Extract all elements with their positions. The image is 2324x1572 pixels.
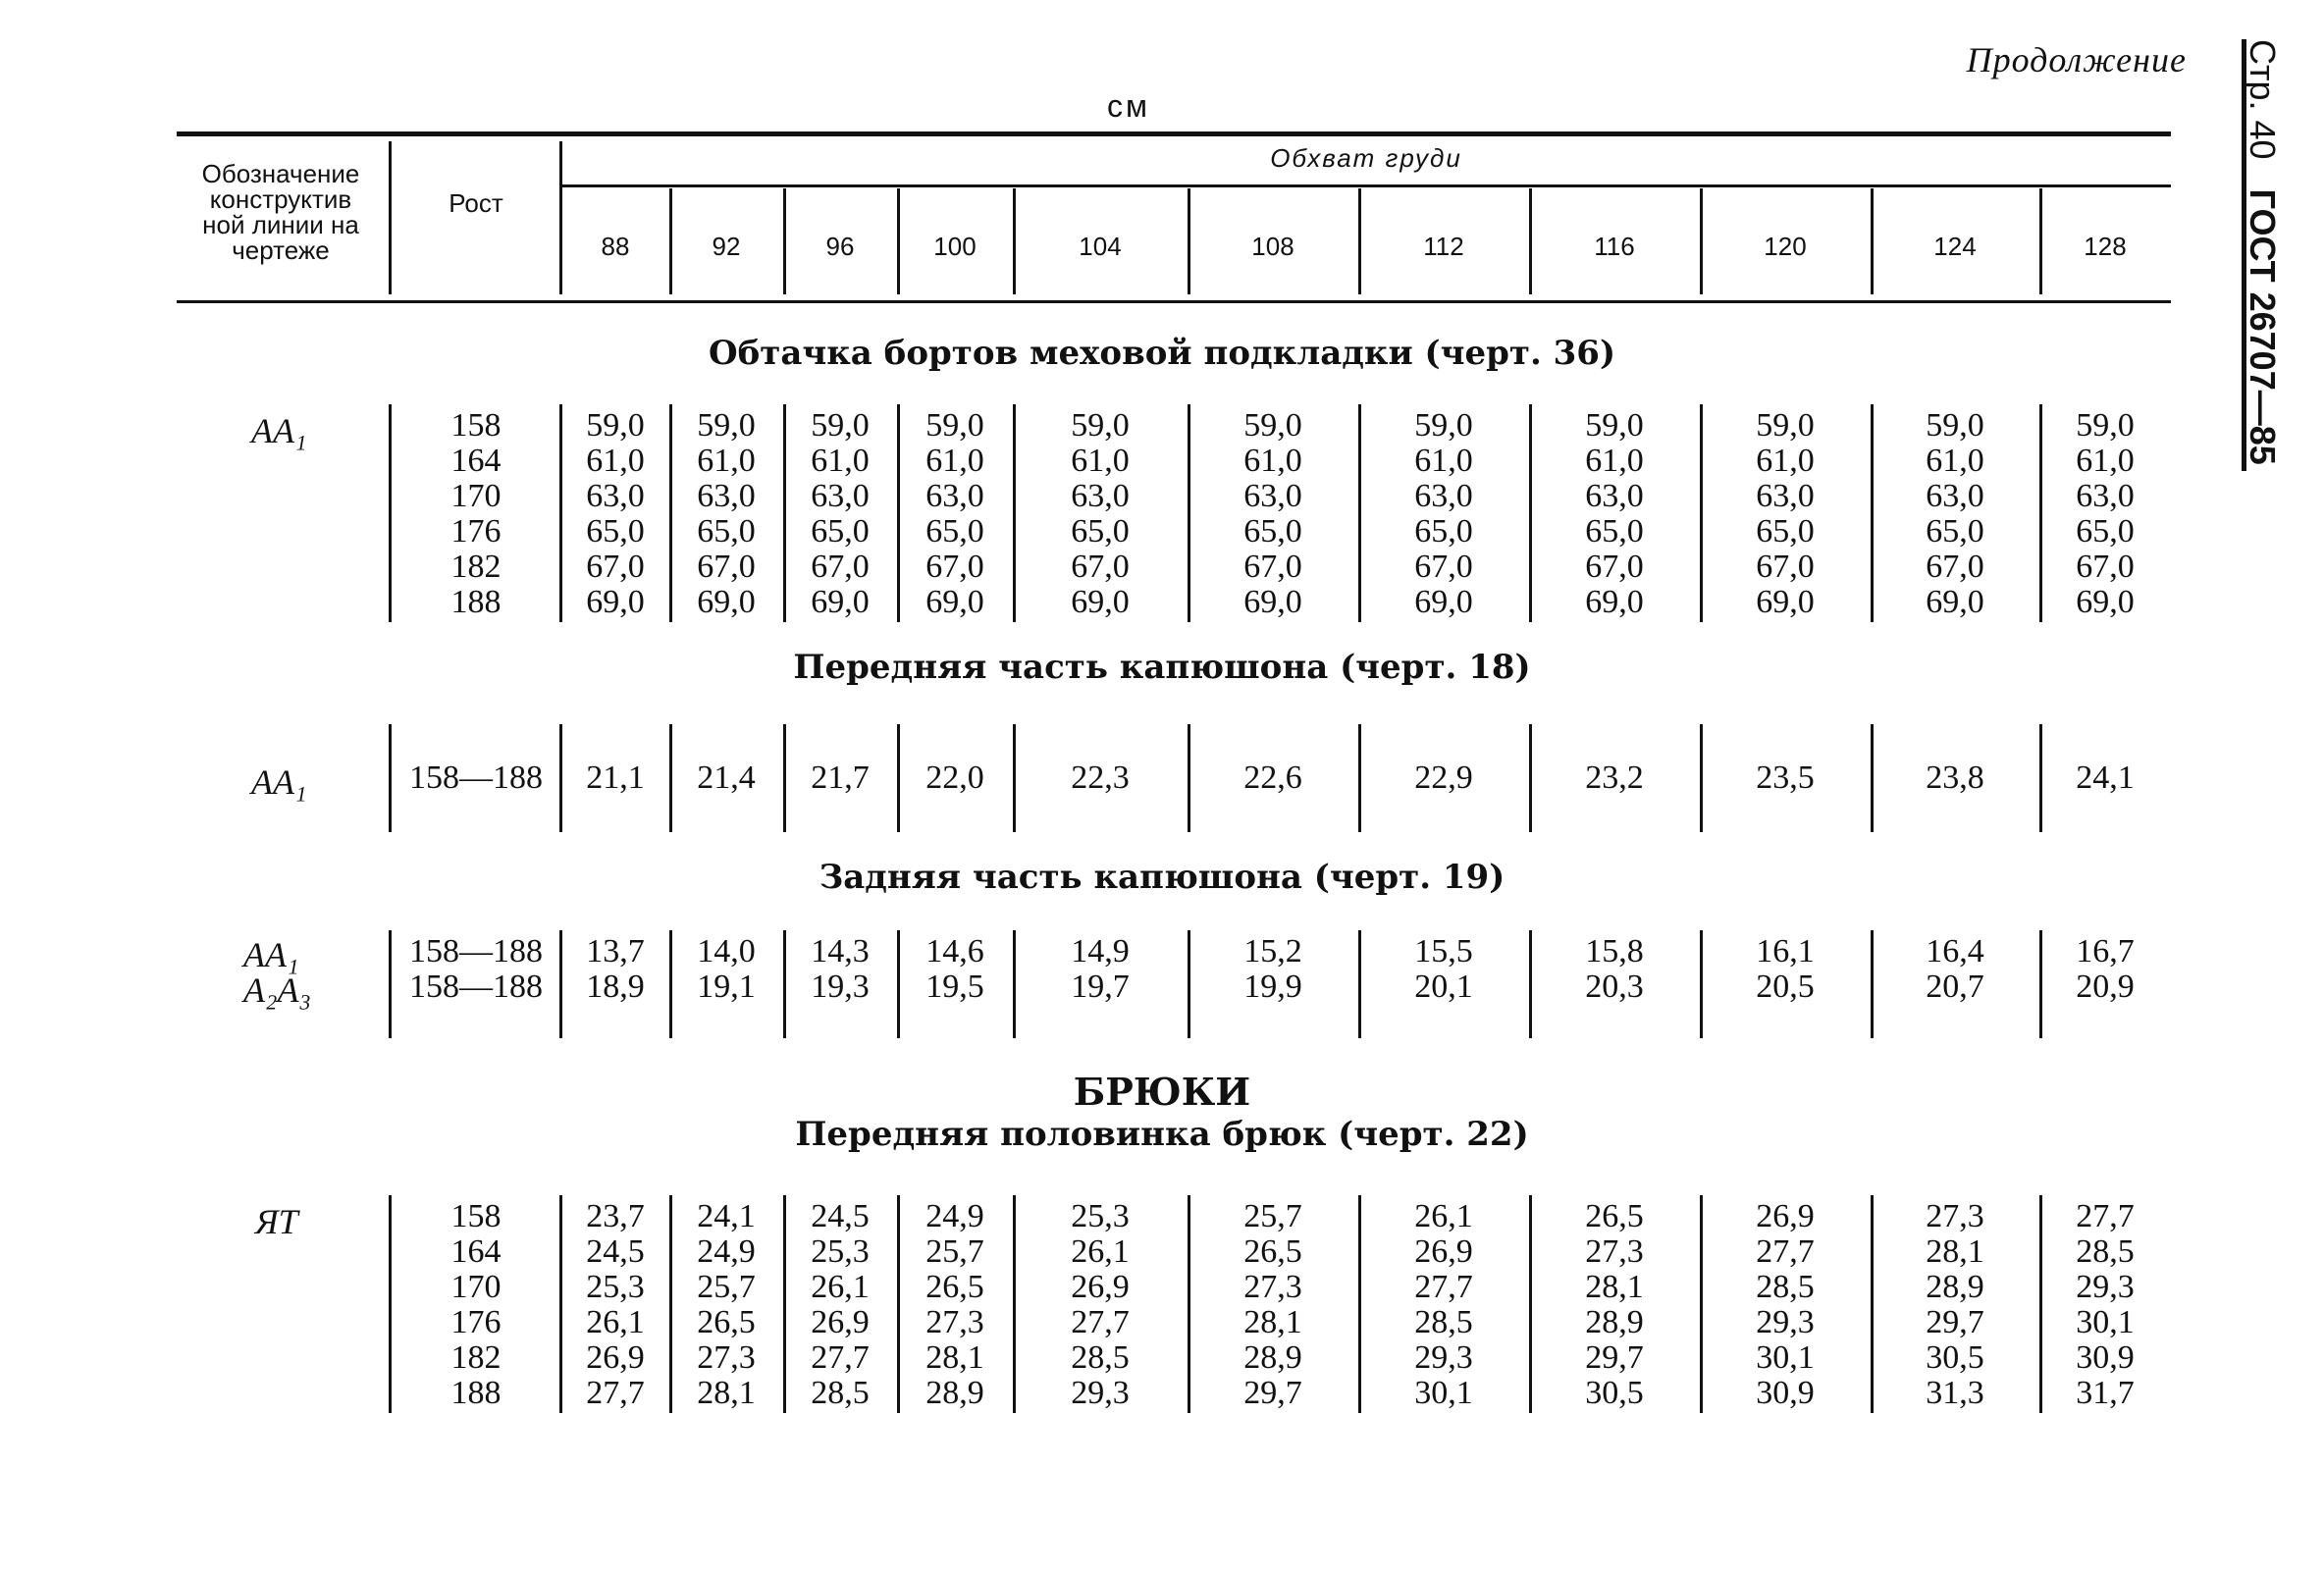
table-cell: 61,0	[2076, 443, 2135, 479]
height-value: 182	[450, 549, 502, 585]
table-cell: 63,0	[1071, 478, 1130, 514]
table-cell: 30,9	[1756, 1375, 1815, 1411]
table-cell: 30,1	[1414, 1375, 1473, 1411]
sidebar-page: Стр. 40	[2243, 39, 2283, 160]
table-cell: 19,7	[1071, 969, 1130, 1005]
table-cell: 69,0	[1926, 584, 1984, 620]
chest-header: Обхват груди	[1270, 143, 1462, 173]
table-cell: 24,1	[2076, 760, 2135, 796]
table-cell: 30,9	[2076, 1339, 2135, 1376]
table-cell: 19,1	[697, 969, 756, 1005]
table-cell: 67,0	[1756, 549, 1815, 585]
table-cell: 69,0	[925, 584, 984, 620]
table-cell: 59,0	[925, 407, 984, 444]
table-cell: 27,7	[811, 1339, 870, 1376]
header-column-divider	[1871, 188, 1874, 294]
height-value: 158	[450, 1198, 502, 1234]
section-title-3: Задняя часть капюшона (черт. 19)	[819, 858, 1505, 897]
table-header	[177, 131, 2171, 306]
chest-value-header: 124	[1933, 232, 1977, 261]
table-cell: 14,0	[697, 933, 756, 969]
table-cell: 65,0	[1926, 513, 1984, 550]
table-cell: 69,0	[2076, 584, 2135, 620]
table-cell: 18,9	[586, 969, 645, 1005]
table-cell: 63,0	[811, 478, 870, 514]
table-cell: 28,9	[1243, 1339, 1302, 1376]
table-cell: 63,0	[925, 478, 984, 514]
table-cell: 26,9	[1414, 1233, 1473, 1270]
height-value: 158	[450, 407, 502, 444]
table-cell: 30,5	[1585, 1375, 1644, 1411]
header-column-divider	[1529, 188, 1532, 294]
table-cell: 67,0	[586, 549, 645, 585]
table-cell: 26,9	[1071, 1269, 1130, 1305]
table-cell: 23,5	[1756, 760, 1815, 796]
table-cell: 69,0	[697, 584, 756, 620]
chest-value-header: 112	[1423, 232, 1464, 261]
table-cell: 59,0	[1756, 407, 1815, 444]
table-cell: 67,0	[2076, 549, 2135, 585]
table-cell: 63,0	[1926, 478, 1984, 514]
table-cell: 59,0	[1414, 407, 1473, 444]
section-title-2: Передняя часть капюшона (черт. 18)	[793, 648, 1531, 687]
table-cell: 16,7	[2076, 933, 2135, 969]
table-cell: 26,1	[811, 1269, 870, 1305]
table-cell: 28,1	[1585, 1269, 1644, 1305]
chest-value-header: 108	[1251, 232, 1294, 261]
table-cell: 65,0	[1071, 513, 1130, 550]
section-3-block	[177, 930, 2171, 1038]
table-cell: 20,3	[1585, 969, 1644, 1005]
table-cell: 27,3	[1926, 1198, 1984, 1234]
table-cell: 21,4	[697, 760, 756, 796]
table-cell: 15,5	[1414, 933, 1473, 969]
table-cell: 23,2	[1585, 760, 1644, 796]
table-cell: 28,9	[925, 1375, 984, 1411]
column-separator	[389, 930, 392, 1038]
table-cell: 69,0	[811, 584, 870, 620]
table-cell: 27,7	[1756, 1233, 1815, 1270]
table-cell: 22,9	[1414, 760, 1473, 796]
table-cell: 59,0	[1926, 407, 1984, 444]
table-cell: 22,6	[1243, 760, 1302, 796]
header-divider	[389, 141, 392, 294]
header-column-divider	[1700, 188, 1703, 294]
table-cell: 63,0	[2076, 478, 2135, 514]
chest-subrule	[561, 184, 2171, 187]
table-cell: 27,7	[1414, 1269, 1473, 1305]
unit-label: см	[1107, 88, 1150, 124]
designation-label: AA₁	[251, 411, 307, 450]
table-cell: 25,7	[697, 1269, 756, 1305]
designation-header-line: ной линии на	[202, 210, 359, 239]
section-2-block	[177, 724, 2171, 832]
header-top-rule	[177, 131, 2171, 136]
trousers-heading: БРЮКИ	[1073, 1070, 1251, 1114]
table-cell: 19,5	[925, 969, 984, 1005]
table-cell: 65,0	[697, 513, 756, 550]
designation-label: A₂A₃	[243, 970, 312, 1010]
table-cell: 26,9	[586, 1339, 645, 1376]
table-cell: 59,0	[1071, 407, 1130, 444]
header-column-divider	[897, 188, 900, 294]
table-cell: 25,7	[925, 1233, 984, 1270]
table-cell: 65,0	[811, 513, 870, 550]
table-cell: 69,0	[1071, 584, 1130, 620]
table-cell: 61,0	[1243, 443, 1302, 479]
table-cell: 28,5	[1414, 1304, 1473, 1340]
table-cell: 15,2	[1243, 933, 1302, 969]
height-value: 158—188	[409, 760, 543, 796]
table-cell: 28,5	[1756, 1269, 1815, 1305]
section-1-block	[177, 404, 2171, 622]
designation-header-line: конструктив	[209, 184, 352, 214]
table-cell: 28,1	[1926, 1233, 1984, 1270]
table-cell: 27,7	[1071, 1304, 1130, 1340]
designation-header-line: чертеже	[232, 236, 330, 265]
table-cell: 65,0	[586, 513, 645, 550]
table-cell: 65,0	[1756, 513, 1815, 550]
header-column-divider	[1188, 188, 1190, 294]
table-cell: 67,0	[1585, 549, 1644, 585]
table-cell: 59,0	[2076, 407, 2135, 444]
table-cell: 29,7	[1243, 1375, 1302, 1411]
header-column-divider	[1358, 188, 1361, 294]
table-cell: 22,0	[925, 760, 984, 796]
table-cell: 61,0	[1756, 443, 1815, 479]
page-sidebar	[2236, 39, 2295, 471]
table-cell: 67,0	[1926, 549, 1984, 585]
table-cell: 61,0	[586, 443, 645, 479]
table-cell: 27,3	[925, 1304, 984, 1340]
table-cell: 67,0	[1243, 549, 1302, 585]
table-cell: 65,0	[1414, 513, 1473, 550]
chest-value-header: 96	[825, 232, 855, 261]
height-value: 164	[450, 1233, 502, 1270]
table-cell: 63,0	[586, 478, 645, 514]
table-cell: 28,1	[1243, 1304, 1302, 1340]
section-4-block	[177, 1195, 2171, 1413]
chest-value-header: 92	[712, 232, 741, 261]
table-cell: 61,0	[1414, 443, 1473, 479]
sidebar-label	[2242, 39, 2283, 465]
table-cell: 27,7	[586, 1375, 645, 1411]
table-cell: 69,0	[1756, 584, 1815, 620]
table-cell: 61,0	[1071, 443, 1130, 479]
table-cell: 13,7	[586, 933, 645, 969]
table-cell: 30,1	[2076, 1304, 2135, 1340]
table-cell: 63,0	[1243, 478, 1302, 514]
table-cell: 19,9	[1243, 969, 1302, 1005]
table-cell: 69,0	[1585, 584, 1644, 620]
table-cell: 14,3	[811, 933, 870, 969]
table-cell: 61,0	[697, 443, 756, 479]
table-cell: 65,0	[1243, 513, 1302, 550]
designation-label: AA₁	[243, 935, 299, 974]
table-cell: 26,9	[1756, 1198, 1815, 1234]
table-cell: 67,0	[697, 549, 756, 585]
table-cell: 26,1	[1414, 1198, 1473, 1234]
chest-value-header: 120	[1764, 232, 1807, 261]
table-cell: 67,0	[925, 549, 984, 585]
table-cell: 28,5	[1071, 1339, 1130, 1376]
table-cell: 26,5	[1585, 1198, 1644, 1234]
header-column-divider	[669, 188, 672, 294]
table-cell: 31,7	[2076, 1375, 2135, 1411]
table-cell: 67,0	[1071, 549, 1130, 585]
table-cell: 25,3	[1071, 1198, 1130, 1234]
table-cell: 28,1	[697, 1375, 756, 1411]
height-value: 158—188	[409, 933, 543, 969]
sidebar-code: ГОСТ 26707—85	[2243, 188, 2283, 465]
table-cell: 59,0	[1585, 407, 1644, 444]
table-cell: 15,8	[1585, 933, 1644, 969]
table-cell: 28,9	[1926, 1269, 1984, 1305]
table-cell: 61,0	[1926, 443, 1984, 479]
table-cell: 22,3	[1071, 760, 1130, 796]
table-cell: 27,3	[697, 1339, 756, 1376]
chest-value-header: 88	[601, 232, 630, 261]
designation-header-line: Обозначение	[201, 159, 360, 188]
table-cell: 59,0	[697, 407, 756, 444]
table-cell: 67,0	[811, 549, 870, 585]
height-value: 176	[450, 1304, 502, 1340]
height-value: 158—188	[409, 969, 543, 1005]
table-cell: 25,3	[811, 1233, 870, 1270]
table-cell: 29,3	[1414, 1339, 1473, 1376]
table-cell: 30,1	[1756, 1339, 1815, 1376]
chest-value-header: 100	[933, 232, 977, 261]
table-cell: 69,0	[1243, 584, 1302, 620]
table-cell: 65,0	[925, 513, 984, 550]
table-cell: 30,5	[1926, 1339, 1984, 1376]
table-cell: 25,7	[1243, 1198, 1302, 1234]
table-cell: 28,5	[811, 1375, 870, 1411]
table-cell: 20,7	[1926, 969, 1984, 1005]
height-value: 170	[450, 478, 502, 514]
table-cell: 29,7	[1585, 1339, 1644, 1376]
table-cell: 26,1	[1071, 1233, 1130, 1270]
table-cell: 28,5	[2076, 1233, 2135, 1270]
height-header: Рост	[449, 188, 503, 218]
table-cell: 69,0	[586, 584, 645, 620]
table-cell: 29,3	[2076, 1269, 2135, 1305]
table-cell: 26,9	[811, 1304, 870, 1340]
table-cell: 24,9	[925, 1198, 984, 1234]
table-cell: 24,9	[697, 1233, 756, 1270]
height-value: 188	[450, 584, 502, 620]
chest-value-header: 116	[1594, 232, 1635, 261]
section-title-1: Обтачка бортов меховой подкладки (черт. 36)	[708, 334, 1616, 373]
table-cell: 63,0	[1414, 478, 1473, 514]
continuation-label: Продолжение	[1966, 40, 2187, 79]
height-value: 182	[450, 1339, 502, 1376]
chest-value-header: 128	[2084, 232, 2127, 261]
table-cell: 59,0	[586, 407, 645, 444]
table-cell: 27,3	[1585, 1233, 1644, 1270]
table-cell: 63,0	[1585, 478, 1644, 514]
height-value: 164	[450, 443, 502, 479]
table-cell: 29,7	[1926, 1304, 1984, 1340]
table-cell: 16,4	[1926, 933, 1984, 969]
table-cell: 31,3	[1926, 1375, 1984, 1411]
table-cell: 21,1	[586, 760, 645, 796]
table-cell: 16,1	[1756, 933, 1815, 969]
table-cell: 25,3	[586, 1269, 645, 1305]
table-cell: 23,8	[1926, 760, 1984, 796]
table-cell: 69,0	[1414, 584, 1473, 620]
header-column-divider	[1013, 188, 1016, 294]
header-column-divider	[783, 188, 786, 294]
table-cell: 24,5	[811, 1198, 870, 1234]
table-cell: 61,0	[1585, 443, 1644, 479]
header-column-divider	[2039, 188, 2042, 294]
table-cell: 28,9	[1585, 1304, 1644, 1340]
table-cell: 29,3	[1071, 1375, 1130, 1411]
designation-header	[177, 161, 385, 263]
column-separator	[389, 404, 392, 622]
column-separator	[389, 1195, 392, 1413]
table-cell: 20,1	[1414, 969, 1473, 1005]
table-cell: 65,0	[1585, 513, 1644, 550]
table-cell: 26,1	[586, 1304, 645, 1340]
table-cell: 14,6	[925, 933, 984, 969]
column-separator	[389, 724, 392, 832]
table-cell: 27,3	[1243, 1269, 1302, 1305]
table-cell: 24,1	[697, 1198, 756, 1234]
table-cell: 20,9	[2076, 969, 2135, 1005]
table-cell: 24,5	[586, 1233, 645, 1270]
height-value: 170	[450, 1269, 502, 1305]
table-cell: 59,0	[811, 407, 870, 444]
table-cell: 14,9	[1071, 933, 1130, 969]
table-cell: 28,1	[925, 1339, 984, 1376]
table-cell: 61,0	[811, 443, 870, 479]
table-cell: 63,0	[697, 478, 756, 514]
designation-label: ЯТ	[255, 1202, 298, 1241]
table-cell: 67,0	[1414, 549, 1473, 585]
height-value: 188	[450, 1375, 502, 1411]
table-cell: 29,3	[1756, 1304, 1815, 1340]
table-cell: 61,0	[925, 443, 984, 479]
table-cell: 20,5	[1756, 969, 1815, 1005]
table-cell: 26,5	[697, 1304, 756, 1340]
designation-label: AA₁	[251, 762, 307, 802]
table-cell: 65,0	[2076, 513, 2135, 550]
table-cell: 26,5	[1243, 1233, 1302, 1270]
table-cell: 59,0	[1243, 407, 1302, 444]
table-cell: 21,7	[811, 760, 870, 796]
table-cell: 27,7	[2076, 1198, 2135, 1234]
table-cell: 26,5	[925, 1269, 984, 1305]
header-bottom-rule	[177, 300, 2171, 303]
chest-value-header: 104	[1079, 232, 1122, 261]
table-cell: 19,3	[811, 969, 870, 1005]
height-value: 176	[450, 513, 502, 550]
table-cell: 23,7	[586, 1198, 645, 1234]
section-title-4: Передняя половинка брюк (черт. 22)	[795, 1115, 1529, 1154]
table-cell: 63,0	[1756, 478, 1815, 514]
